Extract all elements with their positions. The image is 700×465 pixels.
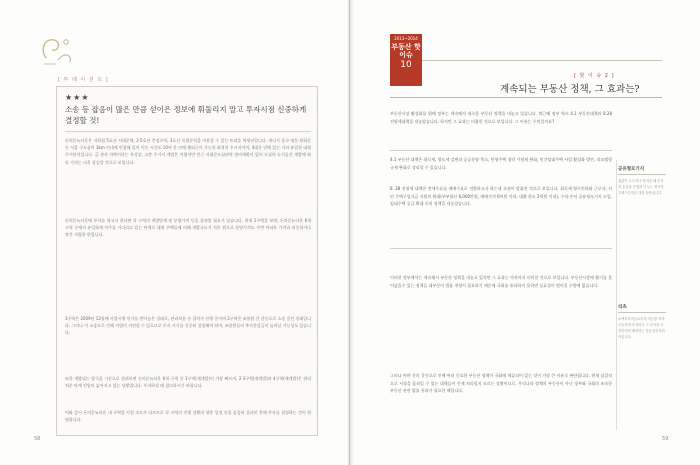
paragraph: 이러한 정부에서는 계속해서 부동산 정책을 내놓고 있지만 그 효과는 아직까지 미미한 것으로 보입니다. 부동산시장에 활기를 불어넣을수 있는 정책들 대부분이 법률 개정이 필요하기 때문에 국회를 통과하지 못하면 실효성이 떨어질 수밖에 없습니다. — [390, 275, 612, 288]
paragraph: 그러나 여야 간의 갈등으로 인해 여러 중요한 부동산 정책이 국회에 계류되어 있는 것이 가장 큰 이유로 판단됩니다. 현재 실질적으로 시장을 움직일 수 있는 대책들이 언제 처리될지 모르는 상황이므로, 우리나라 정책의 부동산이 아닌 정부와 국회의 조속한 부동산 관련 법률 통과가 필요한 때입니다. — [390, 373, 612, 394]
page-number: 58 — [34, 436, 41, 442]
divider — [390, 150, 612, 151]
decorative-ornament-icon — [36, 30, 80, 70]
paragraph: 3구역은 2009년 12월에 사업시행 인가를 받아놓은 상태로, 관리처분 등 절차가 진행 중이며 2구역은 조합원 간 갈등으로 소송 중인 상태입니다. 그러나 이 소송으로 인해 사업이 지연될 수 있으므로 투자 시기를 신중히 결정해야 하며, 조합원들의 추가분담금이 늘어날 가능성도 있습니다. — [65, 316, 311, 336]
sidebar-title: 리츠 — [618, 304, 666, 313]
right-page — [350, 0, 700, 465]
chapter-year: 2013~2014 — [394, 36, 418, 41]
chapter-name: 부동산 핫이슈 — [391, 43, 421, 59]
sidebar-rule — [616, 160, 617, 430]
section-label: [ 투 데 이 전 트 ] — [58, 77, 109, 83]
chapter-number: 10 — [400, 60, 412, 70]
sidebar-note — [618, 304, 666, 340]
divider — [390, 248, 612, 249]
paragraph: 4.1 부동산 대책은 취득세, 양도세 감면과 공공분양 축소, 민영주택 청약 가점제 완화, 민간임대주택 사업 활성화 방안, 리모델링 규제 완화로 정리할 수 있습니다. — [390, 157, 612, 170]
star-rating: ★★★ — [65, 93, 90, 102]
sidebar-title: 공유형모기지 — [618, 166, 666, 175]
paragraph: 8. 28 전월세 대책은 전세수요를 매매수요로 전환하고자 하는데 초점이 맞춰진 것으로 보입니다. 취득세 영구인하와 근로자, 서민 주택구입자금 지원의 확대(부부합산 6,000만원, 매매가격 6억원 이하, 대출 한도 2억원 이내), 수익·손익 공유형모기지 도입, 임대주택 공급 확대 등의 정책을 내놓았습니다. — [390, 186, 612, 207]
paragraph: 이와 같이 돈의문뉴타운 내 구역별 사업 속도가 다르므로 각 구역의 진행 상황과 향후 일정 등을 꼼꼼히 살펴본 후에 투자를 결정하는 것이 현명합니다. — [65, 410, 311, 423]
box-headline: 소송 등 잡음이 많은 만큼 섣이은 정보에 휘둘리지 말고 투자시점 신중하게 결정할 것! — [65, 105, 307, 125]
paragraph: 부동산시장 활성화를 위해 정부는 계속해서 새로운 부동산 정책을 내놓고 있습니다. 박근혜 정부 역시 4.1 부동산대책과 8.28 전월세대책을 내놓았습니다. 하지만 그 효과는 미흡한 것으로 보입니다. 그 이유는 무엇일까요? — [390, 111, 612, 124]
page-number: 59 — [662, 436, 669, 442]
chapter-tag — [390, 34, 422, 86]
page-title: 계속되는 부동산 정책, 그 효과는? — [500, 84, 640, 95]
issue-label: [ 핫 이 슈 2 ] — [574, 73, 615, 79]
book-gutter — [346, 0, 354, 465]
sidebar-text: 소액투자자들로부터 자금을 모아 부동산에 투자하고 그 수익을 투자자에게 배당하는 부동산투자회사입니다. — [618, 317, 665, 339]
paragraph: 돈의문뉴타운에 투자를 하고자 한다면 각 구역의 개발단계 및 분양가격 등을 살펴볼 필요가 있습니다. 현재 1구역을 보면, 돈의문뉴타운 6개 구역 중에서 유일하게 이주를 기다리고 있는 단계로 대형 주택들에 비해 개발규모가 적은 편으로 분양가격도 주변 아파트 가격과 비슷하거나 약간 저렴한 편입니다. — [65, 218, 311, 238]
divider — [390, 97, 662, 98]
sidebar-note — [618, 166, 666, 196]
content-box — [56, 86, 318, 436]
sidebar-text: 집값이 오르거나 떨어질 때 수익과 손실을 은행과 나누는 방식의 주택구입자금 대출 상품입니다. — [618, 179, 664, 195]
divider — [65, 131, 311, 132]
paragraph: 또한 개발되는 방식을 기준으로 살펴보면 돈의문뉴타운 6개 구역 중 1구역(재개발)이 가장 빠르며, 2·3구역(재개발)과 4구역(재개발)은 관리처분 단계 진입이 늦어지고 있는 상황입니다. 투자하실 때 참고하시기 바랍니다. — [65, 376, 311, 389]
paragraph: 돈의문뉴타운은 지하철 5호선 서대문역, 2·5호선 충정로역, 3호선 독립문역을 이용할 수 있는 트리플 역세권입니다. 게다가 종로·명동·광화문 등 서울 구도심이 3km 이내에 인접해 있어 이동 시간도 10여 분 안에 출퇴근이 가능한 최적의 주거지이며, 4대문 안에 있는 거의 유일한 대형 주거단지입니다. 금 관사 자락이라는 특성상, 고층 주거지 개발은 어렵지만 인근 서대문도심권역 정비계획이 있어 도심의 녹지공간 개발에 따라 가치는 더욱 상승할 것으로 보입니다. — [65, 138, 311, 165]
divider — [422, 60, 662, 61]
